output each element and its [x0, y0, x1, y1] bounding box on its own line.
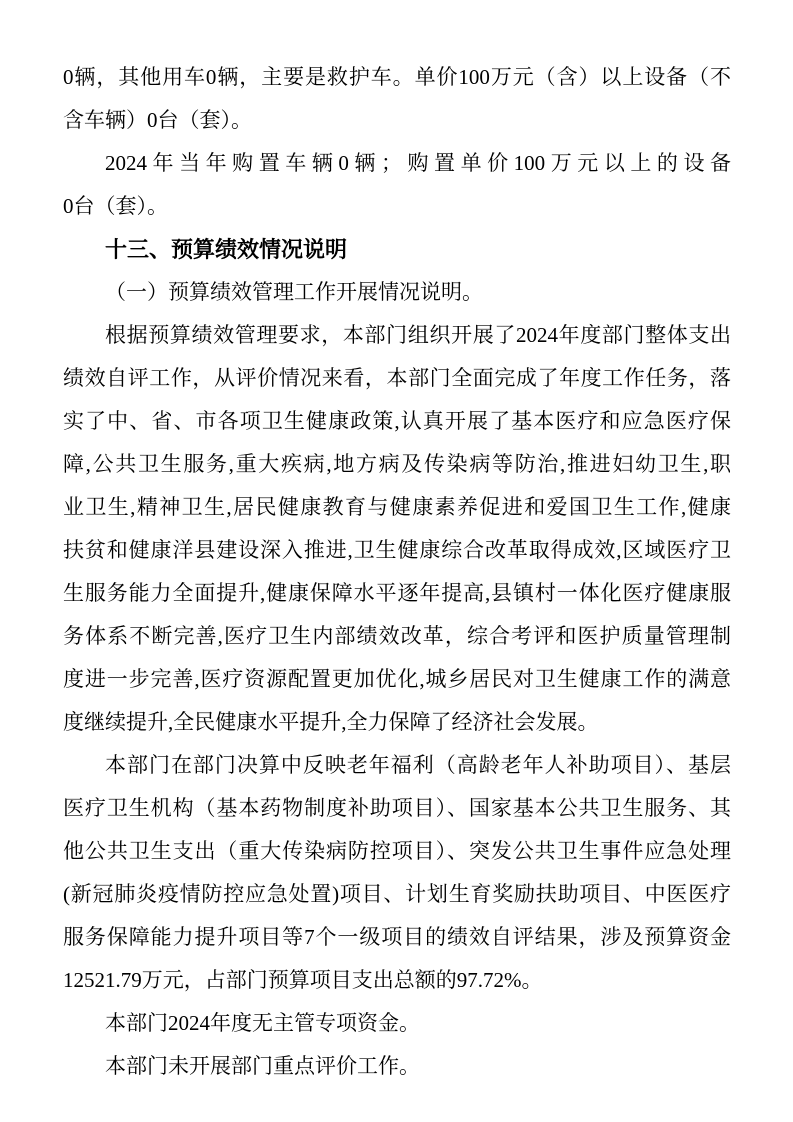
text-line: 0辆，其他用车0辆，主要是救护车。单价100万元（含）以上设备（不 [63, 65, 731, 89]
text-line: 生服务能力全面提升,健康保障水平逐年提高,县镇村一体化医疗健康服 [63, 581, 731, 605]
text-line: 绩效自评工作，从评价情况来看，本部门全面完成了年度工作任务，落 [63, 366, 731, 390]
text-line: 本部门未开展部门重点评价工作。 [105, 1054, 420, 1078]
text-line: 扶贫和健康洋县建设深入推进,卫生健康综合改革取得成效,区域医疗卫 [63, 538, 731, 562]
text-line: 根据预算绩效管理要求，本部门组织开展了2024年度部门整体支出 [105, 323, 731, 347]
text-line: 度进一步完善,医疗资源配置更加优化,城乡居民对卫生健康工作的满意 [63, 667, 731, 691]
section-heading: 十三、预算绩效情况说明 [105, 237, 348, 262]
text-line: 含车辆）0台（套）。 [63, 108, 252, 132]
subsection-heading: （一）预算绩效管理工作开展情况说明。 [105, 280, 483, 304]
text-line: 他公共卫生支出（重大传染病防控项目）、突发公共卫生事件应急处理 [63, 839, 731, 863]
text-line: 0台（套）。 [63, 194, 168, 218]
text-line: 2024年当年购置车辆0辆；购置单价100万元以上的设备 [105, 151, 731, 175]
text-line: 度继续提升,全民健康水平提升,全力保障了经济社会发展。 [63, 710, 599, 734]
text-line: 医疗卫生机构（基本药物制度补助项目）、国家基本公共卫生服务、其 [63, 796, 731, 820]
text-line: 业卫生,精神卫生,居民健康教育与健康素养促进和爱国卫生工作,健康 [63, 495, 731, 519]
text-line: (新冠肺炎疫情防控应急处置)项目、计划生育奖励扶助项目、中医医疗 [63, 882, 731, 906]
text-line: 障,公共卫生服务,重大疾病,地方病及传染病等防治,推进妇幼卫生,职 [63, 452, 731, 476]
text-line: 服务保障能力提升项目等7个一级项目的绩效自评结果，涉及预算资金 [63, 925, 731, 949]
document-text-block [63, 56, 731, 1088]
text-line: 本部门2024年度无主管专项资金。 [105, 1011, 420, 1035]
text-line: 务体系不断完善,医疗卫生内部绩效改革，综合考评和医护质量管理制 [63, 624, 731, 648]
text-line: 本部门在部门决算中反映老年福利（高龄老年人补助项目）、基层 [105, 753, 731, 777]
text-line: 实了中、省、市各项卫生健康政策,认真开展了基本医疗和应急医疗保 [63, 409, 731, 433]
text-line: 12521.79万元，占部门预算项目支出总额的97.72%。 [63, 968, 543, 992]
